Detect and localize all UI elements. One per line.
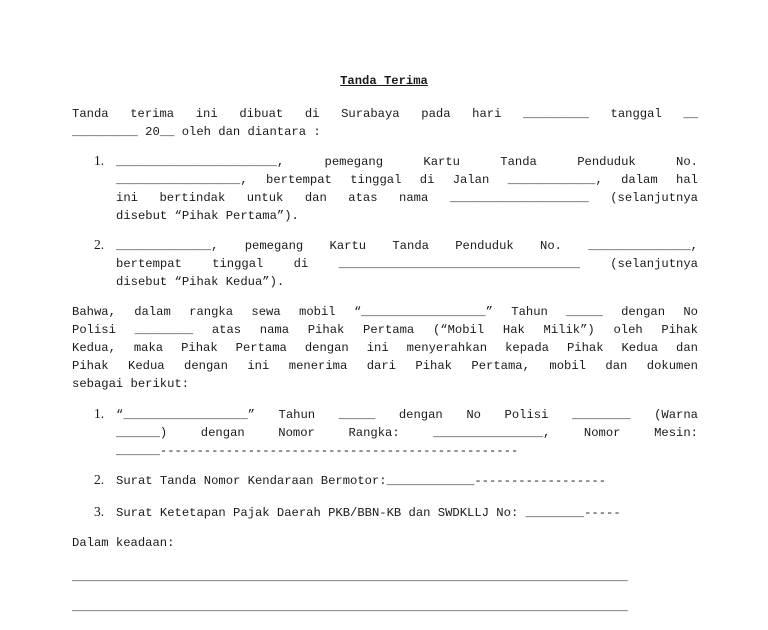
body-line: Kedua, maka Pihak Pertama dengan ini menyerahkan kepada Pihak Kedua dan — [72, 341, 698, 355]
party-number: 1. — [94, 153, 105, 168]
intro-line: Tanda terima ini dibuat di Surabaya pada hari _________ tanggal __ — [72, 107, 698, 121]
item-line: “_________________” Tahun _____ dengan No Polisi ________ (Warna — [116, 408, 698, 422]
item-line: ______) dengan Nomor Rangka: _______________, Nomor Mesin: — [116, 426, 698, 440]
party-line: _____________, pemegang Kartu Tanda Penduduk No. ______________, — [116, 239, 698, 253]
body-line: sebagai berikut: — [72, 377, 190, 391]
intro-line: _________ 20__ oleh dan diantara : — [72, 125, 321, 139]
item-number: 3. — [94, 504, 105, 519]
body-line: Polisi ________ atas nama Pihak Pertama (“Mobil Hak Milik”) oleh Pihak — [72, 323, 698, 337]
item-line: ______------------------------------------------------- — [116, 444, 519, 458]
item-number: 1. — [94, 406, 105, 421]
party-line: ______________________, pemegang Kartu Tanda Penduduk No. — [116, 155, 698, 169]
item-line: Surat Ketetapan Pajak Daerah PKB/BBN-KB dan SWDKLLJ No: ________----- — [116, 506, 621, 520]
document-title: Tanda Terima — [340, 74, 428, 88]
party-line: _________________, bertempat tinggal di Jalan ____________, dalam hal — [116, 173, 698, 187]
body-line: Pihak Kedua dengan ini menerima dari Pihak Pertama, mobil dan dokumen — [72, 359, 698, 373]
party-number: 2. — [94, 237, 105, 252]
party-line: disebut “Pihak Pertama”). — [116, 209, 299, 223]
body-line: Bahwa, dalam rangka sewa mobil “_________________” Tahun _____ dengan No — [72, 305, 698, 319]
condition-label: Dalam keadaan: — [72, 536, 175, 550]
party-line: disebut “Pihak Kedua”). — [116, 275, 285, 289]
condition-fill-line: ____________________________________________________________________________ — [72, 600, 628, 614]
party-line: bertempat tinggal di _________________________________ (selanjutnya — [116, 257, 698, 271]
party-line: ini bertindak untuk dan atas nama ___________________ (selanjutnya — [116, 191, 698, 205]
item-number: 2. — [94, 472, 105, 487]
condition-fill-line: ____________________________________________________________________________ — [72, 570, 628, 584]
item-line: Surat Tanda Nomor Kendaraan Bermotor:____________------------------ — [116, 474, 607, 488]
